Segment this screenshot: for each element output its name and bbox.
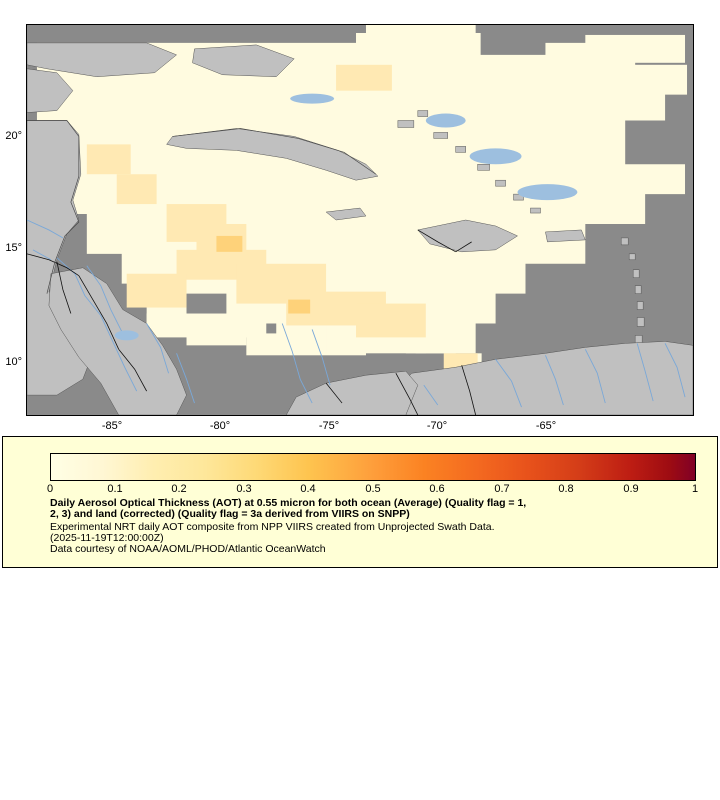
x-axis-tick-65w: -65° — [535, 420, 557, 432]
colorbar-tick-0-6: 0.6 — [429, 483, 445, 495]
y-axis-tick-20: 20° — [5, 130, 22, 142]
colorbar-tick-1: 1 — [691, 483, 699, 495]
aot-colorbar — [50, 453, 696, 481]
colorbar-tick-0-4: 0.4 — [300, 483, 316, 495]
colorbar-tick-0-9: 0.9 — [623, 483, 639, 495]
legend-caption-bold-line1: Daily Aerosol Optical Thickness (AOT) at 0.55 micron for both ocean (Average) (Quality flag = 1, — [50, 497, 527, 509]
x-axis-tick-80w: -80° — [209, 420, 231, 432]
map-graphic — [27, 25, 693, 415]
colorbar-tick-0-1: 0.1 — [107, 483, 123, 495]
legend-caption-line3: Data courtesy of NOAA/AOML/PHOD/Atlantic OceanWatch — [50, 543, 326, 555]
legend-caption-line1: Experimental NRT daily AOT composite from NPP VIIRS created from Unprojected Swath Data. — [50, 521, 495, 533]
colorbar-tick-0-3: 0.3 — [236, 483, 252, 495]
colorbar-tick-0-2: 0.2 — [171, 483, 187, 495]
colorbar-tick-0-5: 0.5 — [365, 483, 381, 495]
x-axis-tick-75w: -75° — [318, 420, 340, 432]
y-axis-tick-10: 10° — [5, 356, 22, 368]
y-axis-tick-15: 15° — [5, 242, 22, 254]
x-axis-tick-85w: -85° — [101, 420, 123, 432]
colorbar-tick-0: 0 — [46, 483, 54, 495]
colorbar-tick-0-8: 0.8 — [558, 483, 574, 495]
legend-panel — [2, 436, 718, 568]
legend-caption-bold-line2: 2, 3) and land (corrected) (Quality flag = 3a derived from VIIRS on SNPP) — [50, 508, 410, 520]
colorbar-tick-0-7: 0.7 — [494, 483, 510, 495]
x-axis-tick-70w: -70° — [426, 420, 448, 432]
map-plot-area[interactable] — [26, 24, 694, 416]
legend-caption-line2: (2025-11-19T12:00:00Z) — [50, 532, 164, 544]
